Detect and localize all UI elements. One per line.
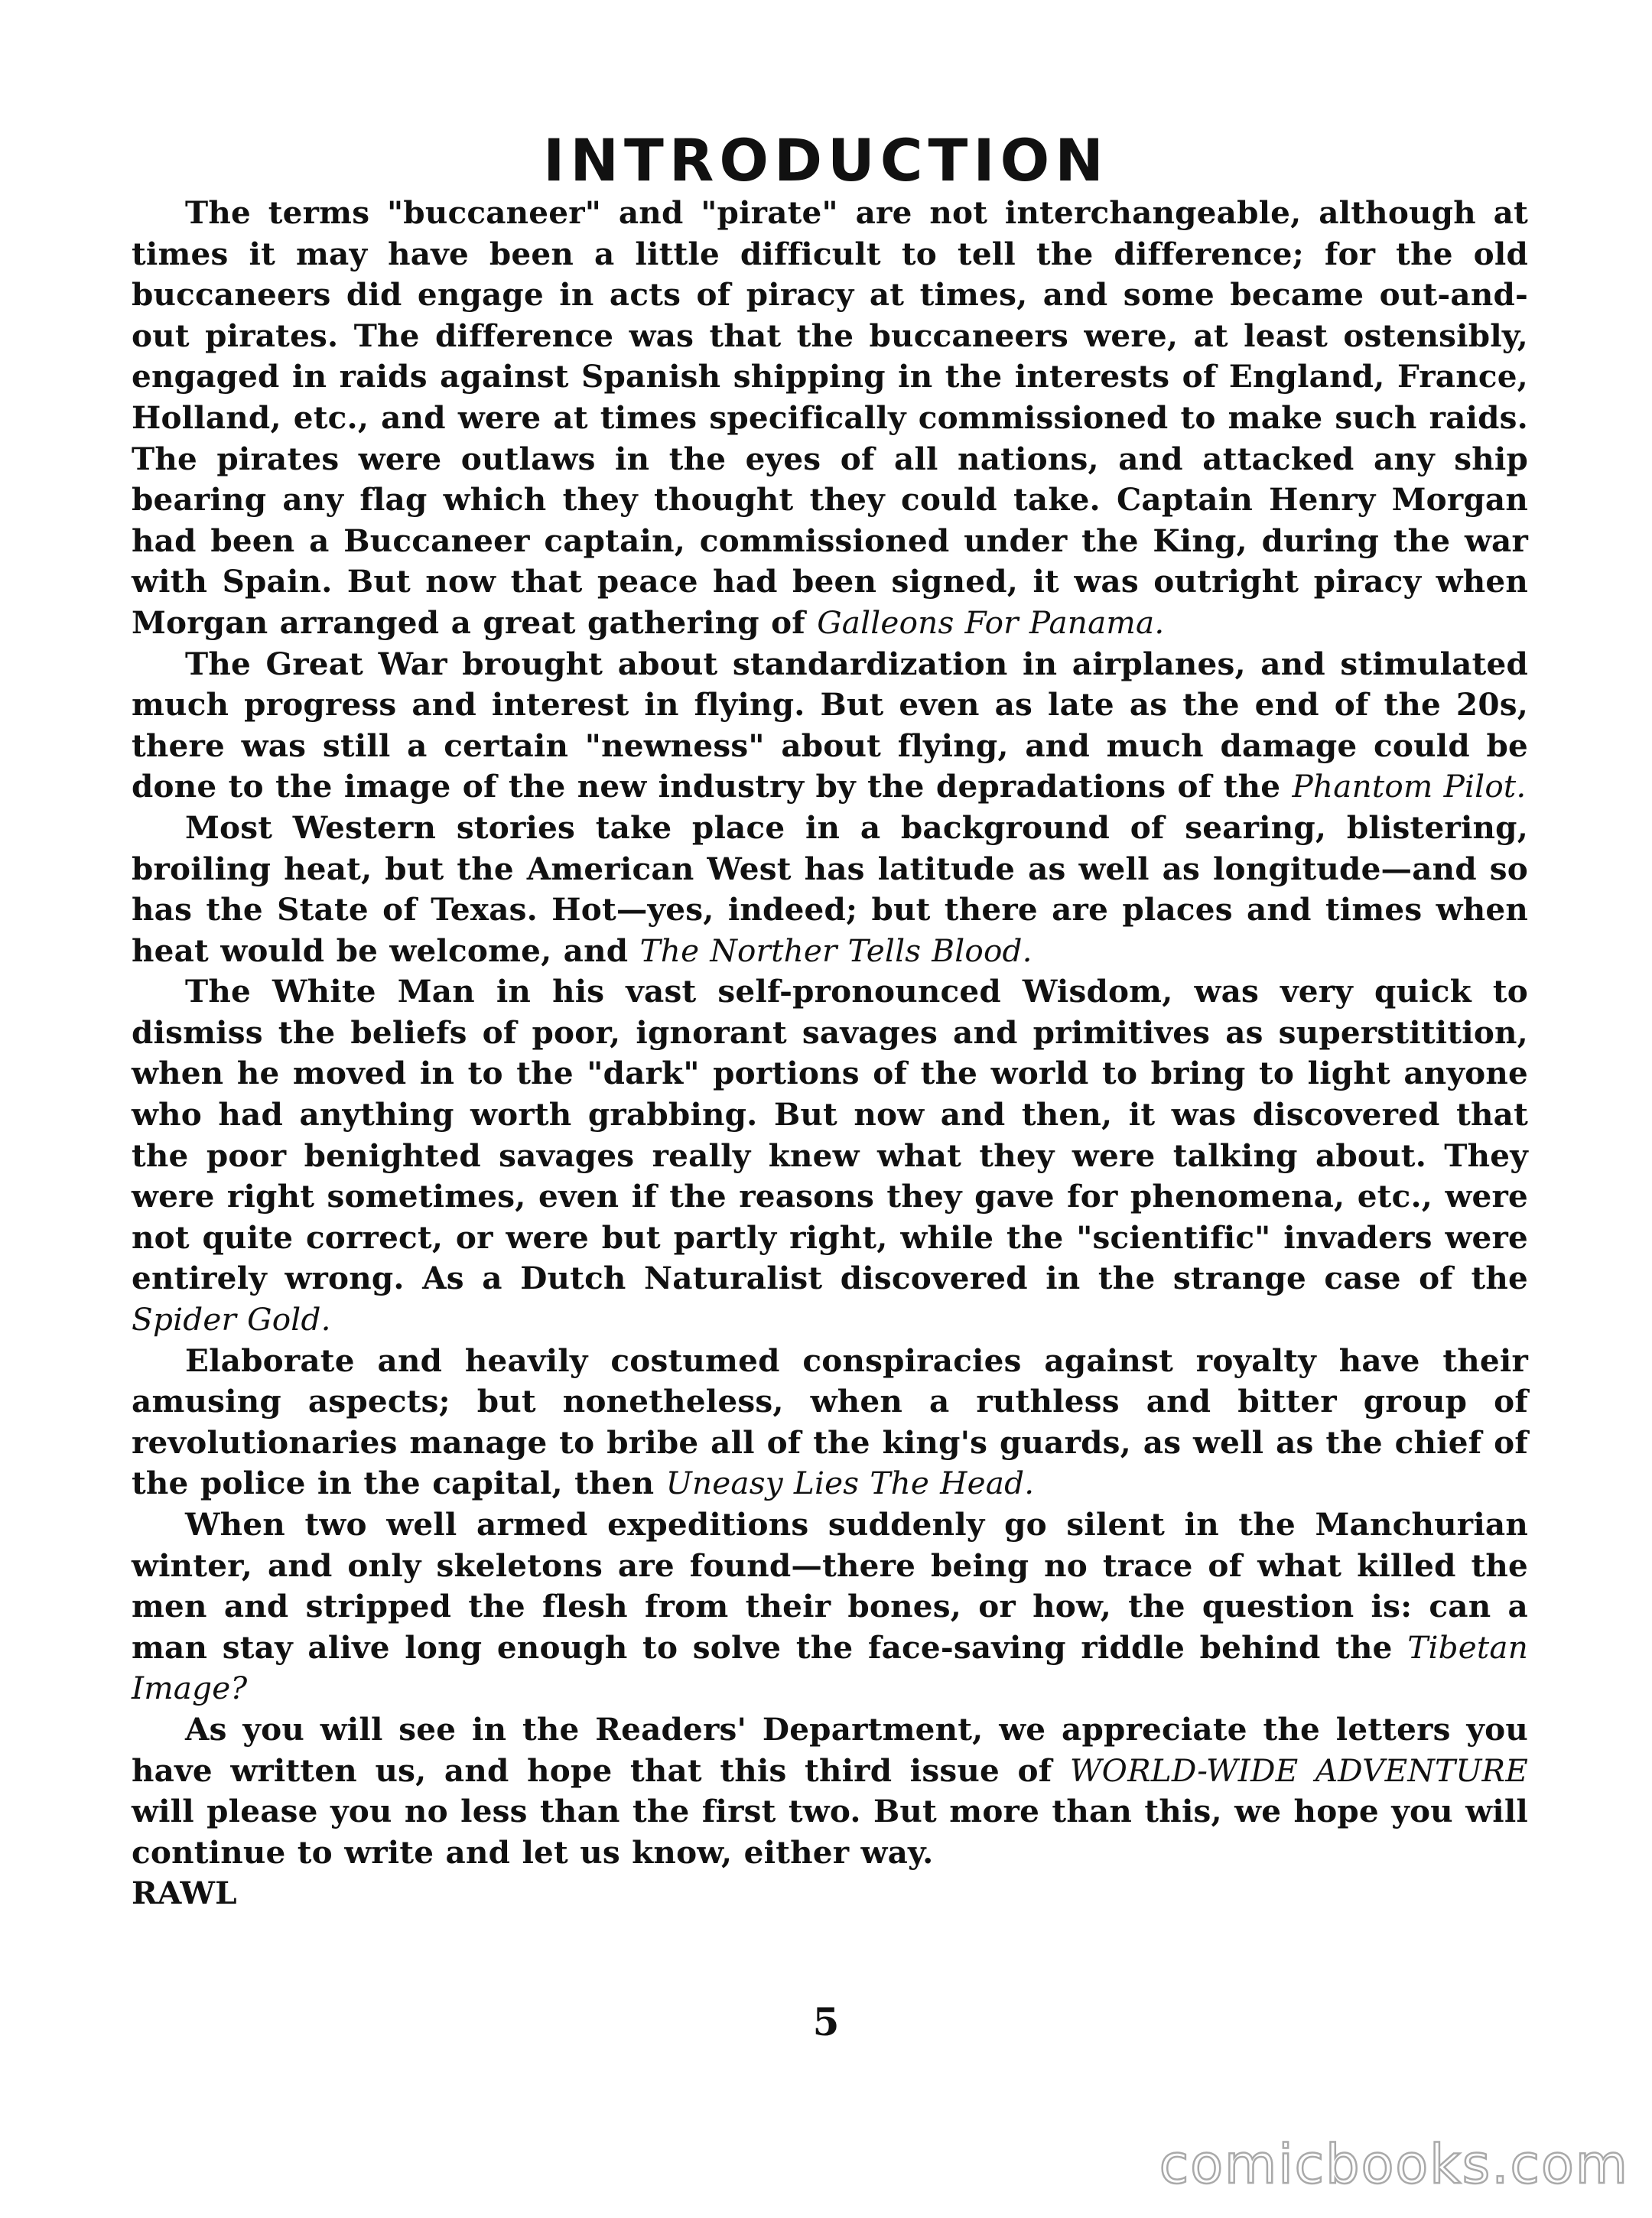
paragraph-text: Most Western stories take place in a background of searing, blistering, broiling heat, but the American West has latitude as well as longitude—and so has the State of Texas. Hot—yes, indeed; but there are places and times when heat would be welcome, and	[132, 808, 1528, 969]
paragraph-text: When two well armed expeditions suddenly go silent in the Manchurian winter, and only skeletons are found—there being no trace of what killed the men and stripped the flesh from their bones, or how, the question is: can a man stay alive long enough to solve the face-saving riddle behind the	[132, 1506, 1528, 1666]
paragraph-text: As you will see in the Readers' Department, we appreciate the letters you have written us, and hope that this third issue of	[132, 1710, 1528, 1789]
paragraph-text: Elaborate and heavily costumed conspiracies against royalty have their amusing aspects; but nonetheless, when a ruthless and bitter group of revolutionaries manage to bribe all of the king's guards, as well as the chief of the police in the capital, then	[132, 1342, 1528, 1502]
paragraph-norther	[132, 808, 1528, 971]
story-title: Phantom Pilot.	[1292, 768, 1527, 805]
paragraph-text: The Great War brought about standardization in airplanes, and stimulated much progress and interest in flying. But even as late as the end of the 20s, there was still a certain "newness" about flying, and much damage could be done to the image of the new industry by the depradations of the	[132, 645, 1528, 805]
paragraph-phantom-pilot	[132, 644, 1528, 808]
paragraph-uneasy-head	[132, 1341, 1528, 1504]
story-title: Spider Gold.	[132, 1301, 331, 1338]
paragraph-tibetan-image	[132, 1504, 1528, 1709]
paragraph-galleons	[132, 193, 1528, 644]
magazine-title: WORLD-WIDE ADVENTURE	[1069, 1751, 1528, 1789]
story-title: The Norther Tells Blood.	[639, 932, 1032, 969]
paragraph-readers	[132, 1709, 1528, 1873]
paragraph-spider-gold	[132, 971, 1528, 1340]
paragraph-text: The terms "buccaneer" and "pirate" are not interchangeable, although at times it may have been a little difficult to tell the difference; for the old buccaneers did engage in acts of piracy at times, and some became out-and-out pirates. The difference was that the buccaneers were, at least ostensibly, engaged in raids against Spanish shipping in the interests of England, France, Holland, etc., and were at times specifically commissioned to make such raids. The pirates were outlaws in the eyes of all nations, and attacked any ship bearing any flag which they thought they could take. Captain Henry Morgan had been a Buccaneer captain, commissioned under the King, during the war with Spain. But now that peace had been signed, it was outright piracy when Morgan arranged a great gathering of	[132, 194, 1528, 641]
signature: RAWL	[132, 1875, 237, 1912]
introduction-body	[132, 193, 1528, 1914]
paragraph-text-after: will please you no less than the first two. But more than this, we hope you will continue to write and let us know, either way.	[132, 1793, 1528, 1871]
story-title: Galleons For Panama.	[817, 603, 1165, 641]
story-title: Tibetan Image?	[132, 1628, 1528, 1707]
watermark: comicbooks.com	[1159, 2133, 1629, 2196]
paragraph-text: The White Man in his vast self-pronounced Wisdom, was very quick to dismiss the beliefs of poor, ignorant savages and primitives as superstitition, when he moved in to the "dark" portions of the world to bring to light anyone who had anything worth grabbing. But now and then, it was discovered that the poor benighted savages really knew what they were talking about. They were right sometimes, even if the reasons they gave for phenomena, etc., were not quite correct, or were but partly right, while the "scientific" invaders were entirely wrong. As a Dutch Naturalist discovered in the strange case of the	[132, 973, 1528, 1297]
story-title: Uneasy Lies The Head.	[665, 1465, 1035, 1502]
page-number: 5	[812, 1999, 840, 2044]
page-title: INTRODUCTION	[543, 126, 1109, 194]
